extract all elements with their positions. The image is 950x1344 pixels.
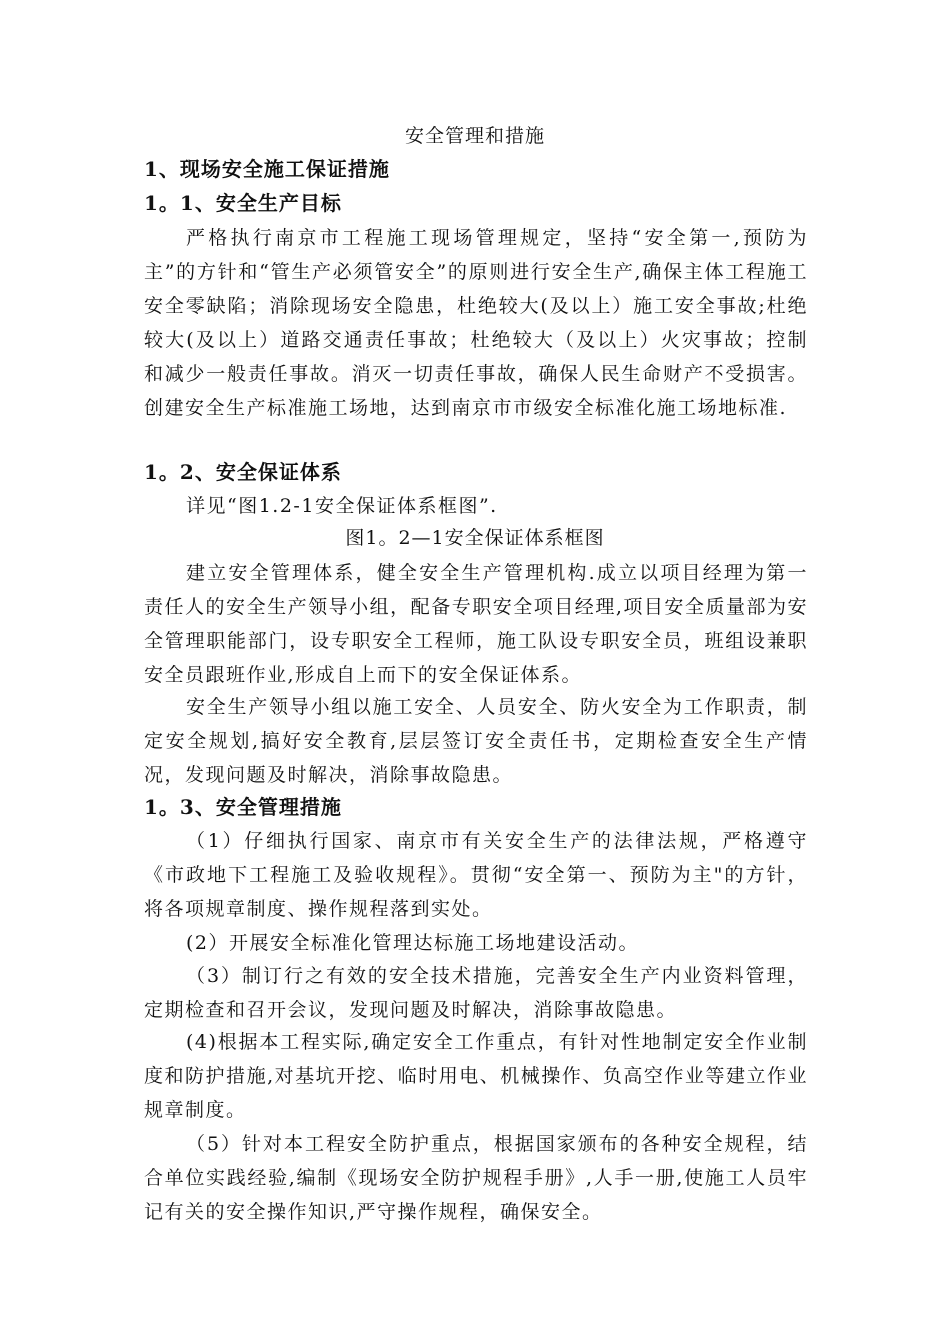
section-1-2-paragraph-1: 建立安全管理体系，健全安全生产管理机构.成立以项目经理为第一责任人的安全生产领导小组，配备专职安全项目经理,项目安全质量部为安全管理职能部门，设专职安全工程师，施工队设专职安全员，班组设兼职安全员跟班作业,形成自上而下的安全保证体系。 <box>144 562 808 686</box>
section-1-3-heading: 1。3、安全管理措施 <box>144 795 342 819</box>
measure-item-4: (4)根据本工程实际,确定安全工作重点，有针对性地制定安全作业制度和防护措施,对基坑开挖、临时用电、机械操作、负高空作业等建立作业规章制度。 <box>144 1031 808 1121</box>
section-1-2-paragraph-2: 安全生产领导小组以施工安全、人员安全、防火安全为工作职责，制定安全规划,搞好安全教育,层层签订安全责任书，定期检查安全生产情况，发现问题及时解决，消除事故隐患。 <box>144 696 808 786</box>
measure-item-3: （3）制订行之有效的安全技术措施，完善安全生产内业资料管理，定期检查和召开会议，发现问题及时解决，消除事故隐患。 <box>144 965 808 1021</box>
measure-item-1: （1）仔细执行国家、南京市有关安全生产的法律法规，严格遵守《市政地下工程施工及验收规程》。贯彻“安全第一、预防为主"的方针，将各项规章制度、操作规程落到实处。 <box>144 830 808 920</box>
figure-caption: 图1。2—1安全保证体系框图 <box>345 527 605 549</box>
document-title: 安全管理和措施 <box>404 125 545 147</box>
section-1-1-paragraph: 严格执行南京市工程施工现场管理规定，坚持“安全第一,预防为主”的方针和“管生产必须管安全”的原则进行安全生产,确保主体工程施工安全零缺陷；消除现场安全隐患，杜绝较大(及以上）施工安全事故;杜绝较大(及以上）道路交通责任事故；杜绝较大（及以上）火灾事故；控制和减少一般责任事故。消灭一切责任事故，确保人民生命财产不受损害。创建安全生产标准施工场地，达到南京市市级安全标准化施工场地标准. <box>144 227 808 419</box>
section-1-2-figure-reference: 详见“图1.2-1安全保证体系框图”. <box>186 495 498 517</box>
measure-item-2: (2）开展安全标准化管理达标施工场地建设活动。 <box>186 932 640 954</box>
section-1-heading: 1、现场安全施工保证措施 <box>144 157 390 181</box>
measure-item-5: （5）针对本工程安全防护重点，根据国家颁布的各种安全规程，结合单位实践经验,编制《现场安全防护规程手册》,人手一册,使施工人员牢记有关的安全操作知识,严守操作规程，确保安全。 <box>144 1133 808 1223</box>
section-1-1-heading: 1。1、安全生产目标 <box>144 191 342 215</box>
section-1-2-heading: 1。2、安全保证体系 <box>144 460 342 484</box>
